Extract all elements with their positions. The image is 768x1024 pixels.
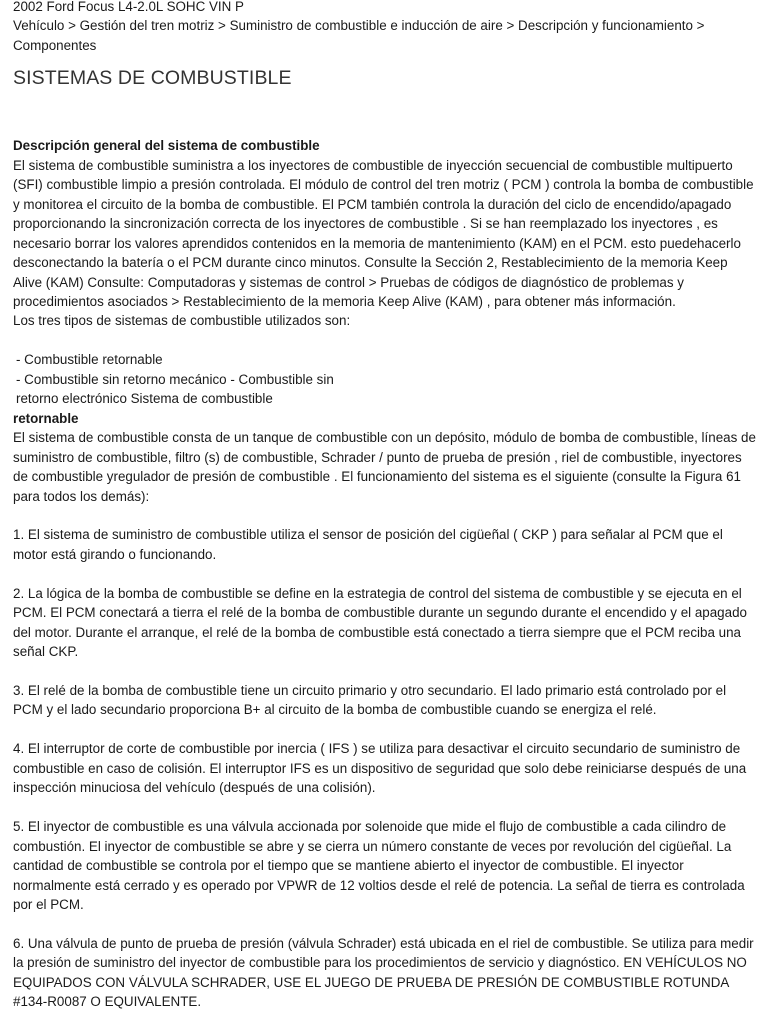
step-item: 4. El interruptor de corte de combustible por inercia ( IFS ) se utiliza para desactivar el circuito secundario de suministro de combustible en caso de colisión. El interruptor IFS es un dispositivo de seguridad que solo debe reiniciarse después de una inspección minuciosa del vehículo (después de una colisión). — [13, 741, 747, 796]
breadcrumb: Vehículo > Gestión del tren motriz > Suministro de combustible e inducción de aire > Descripción y funcionamiento > Componentes — [13, 18, 705, 53]
step-item: 5. El inyector de combustible es una válvula accionada por solenoide que mide el flujo de combustible a cada cilindro de combustión. El inyector de combustible se abre y se cierra un número constante de veces por revolución del cigüeñal. La cantidad de combustible se controla por el tiempo que se mantiene abierto el inyector de combustible. El inyector normalmente está cerrado y es operado por VPWR de 12 voltios desde el relé de potencia. La señal de tierra es controlada por el PCM. — [13, 819, 745, 912]
types-intro: Los tres tipos de sistemas de combustible utilizados son: — [13, 313, 351, 329]
step-item: 6. Una válvula de punto de prueba de presión (válvula Schrader) está ubicada en el riel de combustible. Se utiliza para medir la presión de suministro del inyector de combustible para los procedimientos de servicio y diagnóstico. EN VEHÍCULOS NO EQUIPADOS CON VÁLVULA SCHRADER, USE EL JUEGO DE PRUEBA DE PRESIÓN DE COMBUSTIBLE ROTUNDA #134-R0087 O EQUIVALENTE. — [13, 935, 754, 1010]
step-item: 2. La lógica de la bomba de combustible se define en la estrategia de control del sistema de combustible y se ejecuta en el PCM. El PCM conectará a tierra el relé de la bomba de combustible durante un segundo durante el encendido y el apagado del motor. Durante el arranque, el relé de la bomba de combustible está conectado a tierra siempre que el PCM reciba una señal CKP. — [13, 585, 747, 660]
intro-paragraph: El sistema de combustible suministra a los inyectores de combustible de inyección secuencial de combustible multipuerto (SFI) combustible limpio a presión controlada. El módulo de control del tren motriz ( PCM ) controla la bomba de combustible y monitorea el circuito de la bomba de combustible. El PCM también controla la duración del ciclo de encendido/apagado proporcionando la sincronización correcta de los inyectores de combustible . Si se han reemplazado los inyectores , es necesario borrar los valores aprendidos contenidos en la memoria de mantenimiento (KAM) en el PCM. esto puedehacerlo desconectando la batería o el PCM durante cinco minutos. Consulte la Sección 2, Restablecimiento de la memoria Keep Alive (KAM) Consulte: Computadoras y sistemas de control > Pruebas de códigos de diagnóstico de problemas y procedimientos asociados > Restablecimiento de la memoria Keep Alive (KAM) , para obtener más información. — [13, 157, 754, 310]
section-heading: Descripción general del sistema de combustible — [13, 138, 320, 154]
type-line: retorno electrónico Sistema de combustible — [16, 391, 273, 407]
type-line: - Combustible sin retorno mecánico - Combustible sin — [16, 371, 334, 387]
spacer — [13, 914, 756, 933]
spacer — [13, 798, 756, 817]
spacer — [13, 720, 756, 739]
vehicle-title: 2002 Ford Focus L4-2.0L SOHC VIN P — [13, 0, 244, 14]
spacer — [13, 662, 756, 681]
step-item: 1. El sistema de suministro de combustible utiliza el sensor de posición del cigüeñal ( CKP ) para señalar al PCM que el motor está girando o funcionando. — [13, 527, 723, 562]
page-title: SISTEMAS DE COMBUSTIBLE — [13, 67, 292, 90]
type-line: - Combustible retornable — [16, 352, 163, 368]
document-body — [13, 136, 756, 1011]
spacer — [13, 564, 756, 583]
spacer — [13, 506, 756, 525]
spacer — [13, 331, 756, 350]
subheading: retornable — [13, 410, 79, 426]
description-paragraph: El sistema de combustible consta de un tanque de combustible con un depósito, módulo de bomba de combustible, líneas de suministro de combustible, filtro (s) de combustible, Schrader / punto de prueba de presión , riel de combustible, inyectores de combustible yregulador de presión de combustible . El funcionamiento del sistema es el siguiente (consulte la Figura 61 para todos los demás): — [13, 430, 756, 504]
step-item: 3. El relé de la bomba de combustible tiene un circuito primario y otro secundario. El lado primario está controlado por el PCM y el lado secundario proporciona B+ al circuito de la bomba de combustible cuando se energiza el relé. — [13, 683, 727, 718]
